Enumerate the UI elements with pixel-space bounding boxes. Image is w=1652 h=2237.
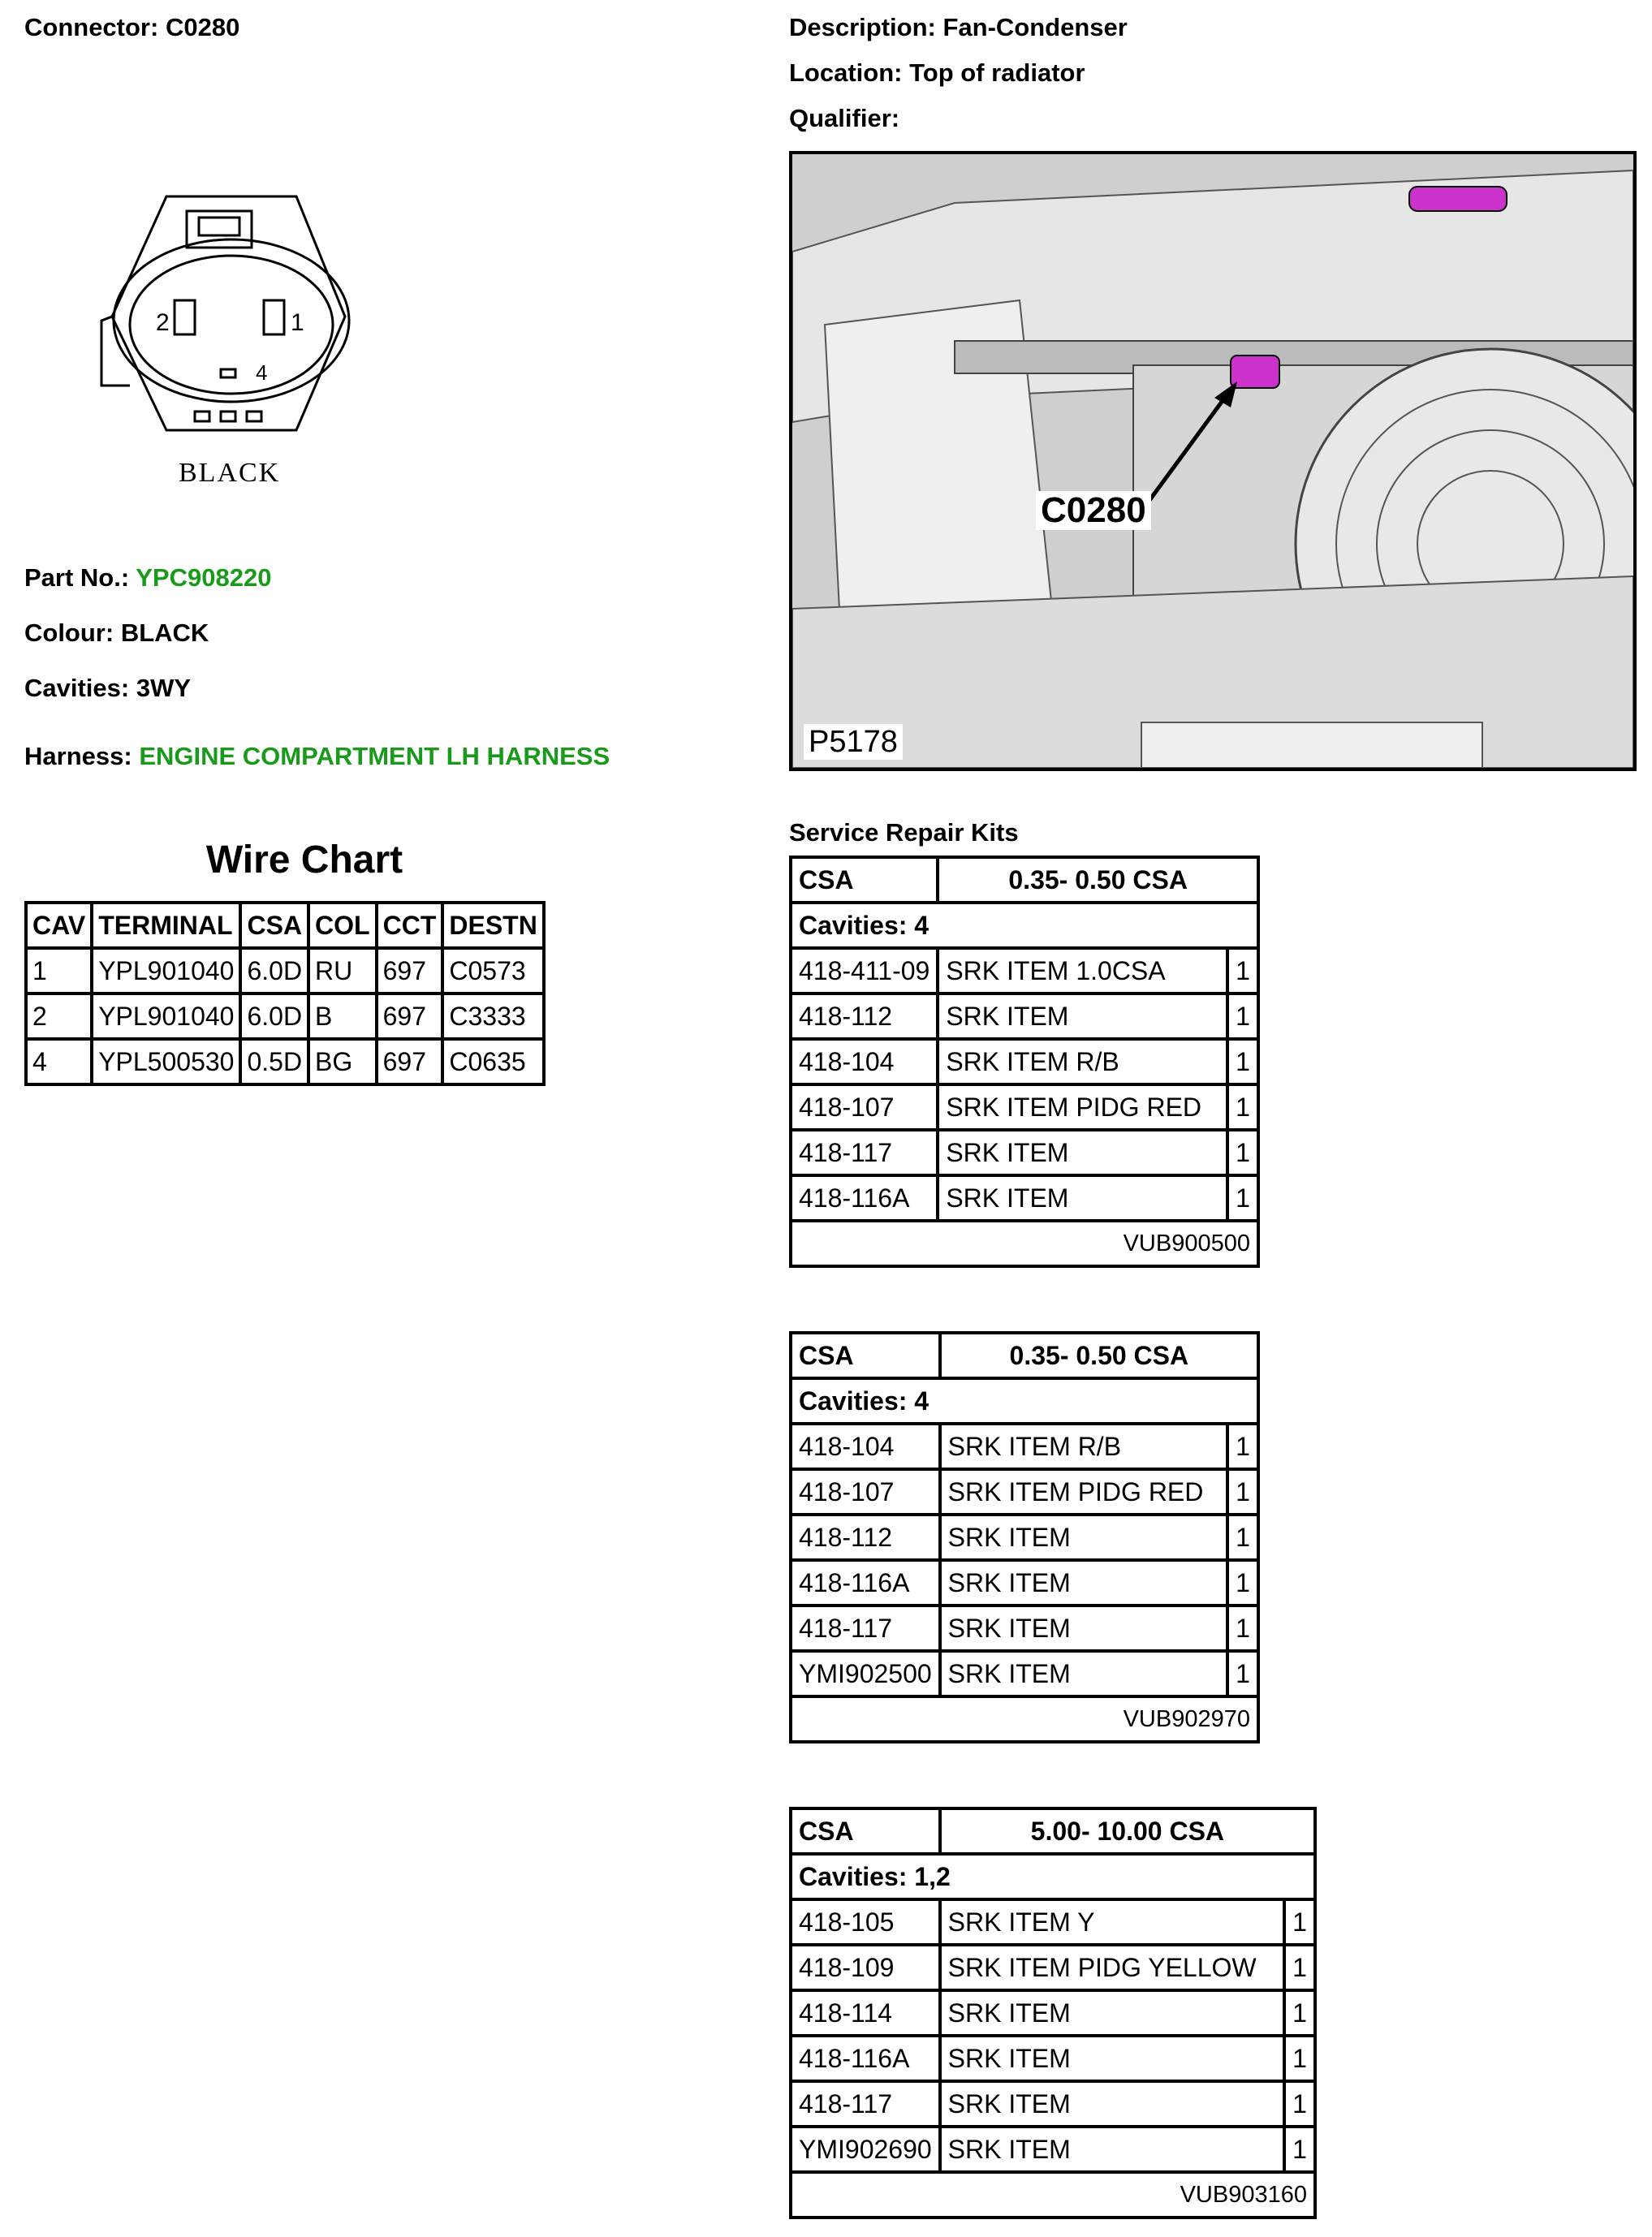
kit-cavities-row — [791, 903, 1258, 948]
table-row — [26, 994, 544, 1039]
colour-label: Colour: — [24, 619, 114, 647]
kit-part-cell: 418-109 — [791, 1945, 940, 1990]
srk-kit-table-2 — [789, 1331, 1260, 1743]
csa-cell: 6.0D — [240, 994, 308, 1039]
kit-desc-cell: SRK ITEM — [940, 1560, 1227, 1606]
key-slot-2 — [221, 412, 235, 421]
destn-cell: C3333 — [442, 994, 543, 1039]
kit-qty-cell: 1 — [1227, 994, 1258, 1039]
connector-face-icon — [97, 187, 365, 495]
kit-part-cell: 418-104 — [791, 1424, 940, 1469]
kit-part-cell: YMI902690 — [791, 2127, 940, 2172]
latch-tab-inner — [199, 218, 239, 235]
kit-desc-cell: SRK ITEM — [938, 1130, 1227, 1175]
kit-qty-cell: 1 — [1227, 1560, 1258, 1606]
colour-caption: BLACK — [179, 458, 281, 488]
cavities-line — [24, 674, 191, 703]
table-row — [791, 1606, 1258, 1651]
location-line — [789, 58, 1085, 88]
kit-desc-cell: SRK ITEM — [940, 2127, 1284, 2172]
table-row — [791, 994, 1258, 1039]
part-no-line — [24, 563, 271, 593]
kit-qty-cell: 1 — [1227, 1424, 1258, 1469]
part-no-label: Part No.: — [24, 563, 130, 592]
cavities-label: Cavities: — [24, 674, 130, 702]
kit-cavities: Cavities: 4 — [791, 903, 1258, 948]
kit-cavities: Cavities: 1,2 — [791, 1854, 1315, 1899]
table-row — [791, 1130, 1258, 1175]
kit-desc-cell: SRK ITEM — [940, 2036, 1284, 2081]
col-cell: B — [308, 994, 377, 1039]
kit-desc-cell: SRK ITEM — [940, 1606, 1227, 1651]
csa-cell: 0.5D — [240, 1039, 308, 1084]
kit-footer-row — [791, 1221, 1258, 1266]
colour-line — [24, 619, 209, 648]
table-row — [26, 1039, 544, 1084]
kit-desc-cell: SRK ITEM R/B — [938, 1039, 1227, 1084]
kit-csa-label: CSA — [791, 1333, 940, 1378]
kit-part-cell: 418-112 — [791, 1515, 940, 1560]
kit-header-row — [791, 1808, 1315, 1854]
kit-cavities: Cavities: 4 — [791, 1378, 1258, 1424]
wire-chart-header-row — [26, 903, 544, 948]
cct-cell: 697 — [377, 1039, 443, 1084]
kit-cavities-row — [791, 1854, 1315, 1899]
table-row — [791, 948, 1258, 994]
kit-part-cell: 418-104 — [791, 1039, 938, 1084]
table-row — [791, 1469, 1258, 1515]
kit-part-cell: 418-116A — [791, 1560, 940, 1606]
kit-qty-cell: 1 — [1227, 1515, 1258, 1560]
table-row — [791, 2081, 1315, 2127]
table-row — [26, 948, 544, 994]
kit-qty-cell: 1 — [1227, 1175, 1258, 1221]
table-row — [791, 1039, 1258, 1084]
table-row — [791, 2036, 1315, 2081]
kit-part-cell: 418-117 — [791, 1130, 938, 1175]
kit-part-cell: 418-107 — [791, 1084, 938, 1130]
srk-kit-table-1 — [789, 856, 1260, 1268]
kit-desc-cell: SRK ITEM PIDG RED — [938, 1084, 1227, 1130]
c0280-connector-highlight — [1231, 356, 1279, 388]
destn-cell: C0573 — [442, 948, 543, 994]
col-destn: DESTN — [442, 903, 543, 948]
kit-number: VUB902970 — [791, 1696, 1258, 1742]
connector-callout-label: C0280 — [1036, 491, 1151, 530]
kit-desc-cell: SRK ITEM — [938, 1175, 1227, 1221]
terminal-cell: YPL901040 — [92, 994, 240, 1039]
col-cct: CCT — [377, 903, 443, 948]
kit-part-cell: 418-411-09 — [791, 948, 938, 994]
kit-qty-cell: 1 — [1227, 1084, 1258, 1130]
kit-csa-range: 0.35- 0.50 CSA — [940, 1333, 1258, 1378]
cav-cell: 2 — [26, 994, 92, 1039]
pin-4-cavity — [221, 369, 235, 377]
kit-desc-cell: SRK ITEM Y — [940, 1899, 1284, 1945]
kit-qty-cell: 1 — [1284, 1990, 1315, 2036]
kit-number: VUB903160 — [791, 2172, 1315, 2218]
kit-qty-cell: 1 — [1227, 948, 1258, 994]
table-row — [791, 1560, 1258, 1606]
table-row — [791, 1945, 1315, 1990]
kit-part-cell: 418-116A — [791, 2036, 940, 2081]
kit-qty-cell: 1 — [1227, 1606, 1258, 1651]
table-row — [791, 2127, 1315, 2172]
kit-qty-cell: 1 — [1284, 2127, 1315, 2172]
kit-qty-cell: 1 — [1227, 1039, 1258, 1084]
colour-value: BLACK — [120, 619, 209, 647]
kit-desc-cell: SRK ITEM — [938, 994, 1227, 1039]
engine-bay-illustration — [792, 154, 1633, 768]
key-slot-1 — [195, 412, 209, 421]
kit-qty-cell: 1 — [1284, 2081, 1315, 2127]
description-value: Fan-Condenser — [942, 13, 1128, 41]
kit-part-cell: 418-117 — [791, 1606, 940, 1651]
terminal-cell: YPL500530 — [92, 1039, 240, 1084]
col-terminal: TERMINAL — [92, 903, 240, 948]
kit-desc-cell: SRK ITEM PIDG YELLOW — [940, 1945, 1284, 1990]
key-slot-3 — [247, 412, 261, 421]
cavities-value: 3WY — [136, 674, 192, 702]
kit-csa-range: 0.35- 0.50 CSA — [938, 857, 1258, 903]
cav-cell: 4 — [26, 1039, 92, 1084]
table-row — [791, 1651, 1258, 1696]
kit-csa-label: CSA — [791, 1808, 940, 1854]
srk-title: Service Repair Kits — [789, 818, 1019, 847]
pin-1-label: 1 — [291, 309, 304, 336]
qualifier-line — [789, 104, 899, 133]
kit-desc-cell: SRK ITEM — [940, 1651, 1227, 1696]
kit-header-row — [791, 857, 1258, 903]
col-cav: CAV — [26, 903, 92, 948]
kit-part-cell: 418-114 — [791, 1990, 940, 2036]
photo-id-label: P5178 — [804, 724, 903, 760]
table-row — [791, 1175, 1258, 1221]
qualifier-label: Qualifier: — [789, 104, 900, 132]
kit-footer-row — [791, 1696, 1258, 1742]
harness-value[interactable]: ENGINE COMPARTMENT LH HARNESS — [139, 742, 610, 770]
connector-face-diagram — [97, 187, 365, 495]
kit-qty-cell: 1 — [1227, 1651, 1258, 1696]
kit-part-cell: 418-105 — [791, 1899, 940, 1945]
kit-number: VUB900500 — [791, 1221, 1258, 1266]
kit-header-row — [791, 1333, 1258, 1378]
pin-4-label: 4 — [256, 360, 268, 385]
kit-qty-cell: 1 — [1284, 1945, 1315, 1990]
kit-cavities-row — [791, 1378, 1258, 1424]
wire-chart-table — [24, 901, 546, 1086]
kit-footer-row — [791, 2172, 1315, 2218]
terminal-cell: YPL901040 — [92, 948, 240, 994]
kit-desc-cell: SRK ITEM PIDG RED — [940, 1469, 1227, 1515]
kit-part-cell: 418-112 — [791, 994, 938, 1039]
pin-1-cavity — [264, 300, 284, 334]
csa-cell: 6.0D — [240, 948, 308, 994]
kit-desc-cell: SRK ITEM — [940, 1515, 1227, 1560]
table-row — [791, 1515, 1258, 1560]
col-col: COL — [308, 903, 377, 948]
destn-cell: C0635 — [442, 1039, 543, 1084]
location-label: Location: — [789, 58, 903, 87]
col-cell: RU — [308, 948, 377, 994]
table-row — [791, 1084, 1258, 1130]
cct-cell: 697 — [377, 994, 443, 1039]
kit-desc-cell: SRK ITEM 1.0CSA — [938, 948, 1227, 994]
kit-part-cell: YMI902500 — [791, 1651, 940, 1696]
col-cell: BG — [308, 1039, 377, 1084]
kit-qty-cell: 1 — [1284, 2036, 1315, 2081]
location-photo — [789, 151, 1637, 771]
kit-qty-cell: 1 — [1227, 1130, 1258, 1175]
kit-desc-cell: SRK ITEM — [940, 2081, 1284, 2127]
harness-label: Harness: — [24, 742, 132, 770]
cct-cell: 697 — [377, 948, 443, 994]
kit-csa-label: CSA — [791, 857, 938, 903]
kit-desc-cell: SRK ITEM R/B — [940, 1424, 1227, 1469]
harness-line — [24, 742, 610, 771]
kit-part-cell: 418-107 — [791, 1469, 940, 1515]
kit-part-cell: 418-116A — [791, 1175, 938, 1221]
wire-chart-title: Wire Chart — [205, 838, 403, 881]
description-label: Description: — [789, 13, 936, 41]
connector-outline — [112, 196, 345, 430]
connector-heading — [24, 13, 239, 42]
kit-csa-range: 5.00- 10.00 CSA — [940, 1808, 1315, 1854]
description-line — [789, 13, 1128, 42]
connector-value: C0280 — [165, 13, 240, 41]
table-row — [791, 1424, 1258, 1469]
part-no-value[interactable]: YPC908220 — [136, 563, 272, 592]
pin-2-label: 2 — [156, 309, 170, 336]
table-row — [791, 1990, 1315, 2036]
col-csa: CSA — [240, 903, 308, 948]
kit-part-cell: 418-117 — [791, 2081, 940, 2127]
table-row — [791, 1899, 1315, 1945]
connector-label: Connector: — [24, 13, 159, 41]
srk-kit-table-3 — [789, 1807, 1317, 2219]
location-value: Top of radiator — [909, 58, 1085, 87]
cav-cell: 1 — [26, 948, 92, 994]
kit-qty-cell: 1 — [1227, 1469, 1258, 1515]
kit-desc-cell: SRK ITEM — [940, 1990, 1284, 2036]
pin-2-cavity — [175, 300, 195, 334]
kit-qty-cell: 1 — [1284, 1899, 1315, 1945]
